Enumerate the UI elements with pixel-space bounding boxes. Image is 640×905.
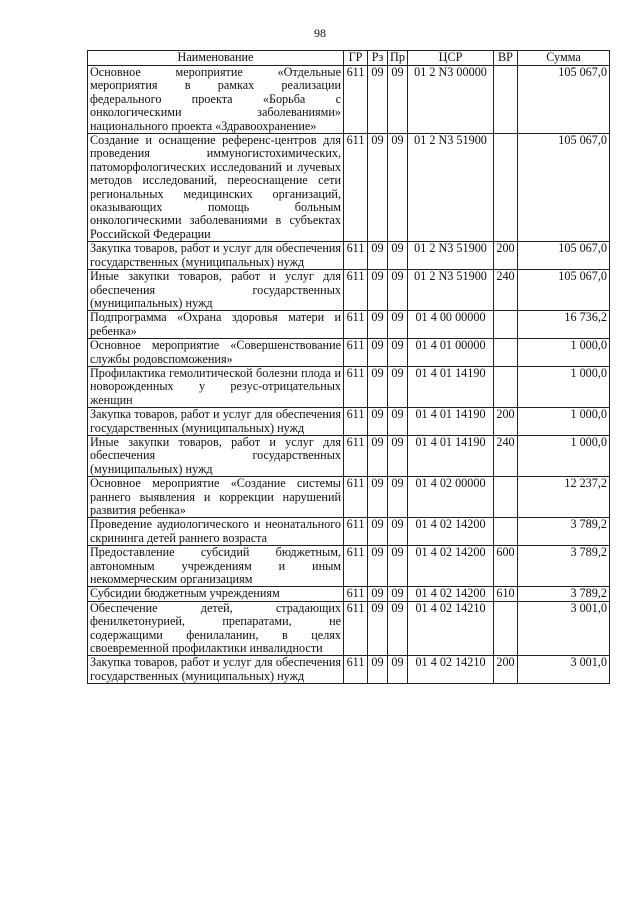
- cell-name: Профилактика гемолитической болезни плода и новорожденных у резус-отрицательных женщин: [88, 366, 344, 407]
- cell-rz: 09: [368, 587, 388, 601]
- cell-vr: 240: [494, 270, 518, 311]
- cell-vr: 200: [494, 408, 518, 436]
- cell-rz: 09: [368, 66, 388, 134]
- table-row: [88, 601, 610, 656]
- cell-gr: 611: [344, 656, 368, 684]
- column-header-gr: ГР: [344, 51, 368, 66]
- table-row: [88, 242, 610, 270]
- cell-sum: 3 001,0: [518, 656, 610, 684]
- cell-csr: 01 4 02 14200: [408, 587, 494, 601]
- cell-name: Обеспечение детей, страдающих фенилкетонурией, препаратами, не содержащими фенилаланин, в целях своевременной профилактики инвалидности: [88, 601, 344, 656]
- cell-csr: 01 4 02 00000: [408, 477, 494, 518]
- page-number: 98: [314, 26, 326, 40]
- cell-name: Предоставление субсидий бюджетным, автономным учреждениям и иным некоммерческим организациям: [88, 546, 344, 587]
- cell-csr: 01 2 N3 51900: [408, 270, 494, 311]
- cell-sum: 3 789,2: [518, 518, 610, 546]
- cell-sum: 3 789,2: [518, 546, 610, 587]
- table-row: [88, 366, 610, 407]
- cell-sum: 3 789,2: [518, 587, 610, 601]
- cell-rz: 09: [368, 242, 388, 270]
- cell-gr: 611: [344, 587, 368, 601]
- cell-pr: 09: [388, 134, 408, 242]
- cell-sum: 1 000,0: [518, 366, 610, 407]
- cell-csr: 01 2 N3 51900: [408, 134, 494, 242]
- cell-sum: 3 001,0: [518, 601, 610, 656]
- column-header-vr: ВР: [494, 51, 518, 66]
- cell-pr: 09: [388, 435, 408, 476]
- cell-sum: 1 000,0: [518, 435, 610, 476]
- cell-name: Закупка товаров, работ и услуг для обеспечения государственных (муниципальных) нужд: [88, 408, 344, 436]
- table-row: [88, 311, 610, 339]
- cell-vr: 600: [494, 546, 518, 587]
- table-row: [88, 518, 610, 546]
- cell-csr: 01 4 02 14210: [408, 601, 494, 656]
- cell-vr: [494, 66, 518, 134]
- cell-rz: 09: [368, 339, 388, 367]
- cell-gr: 611: [344, 435, 368, 476]
- cell-gr: 611: [344, 311, 368, 339]
- cell-vr: [494, 518, 518, 546]
- cell-sum: 105 067,0: [518, 66, 610, 134]
- column-header-rz: Рз: [368, 51, 388, 66]
- cell-vr: [494, 339, 518, 367]
- column-header-csr: ЦСР: [408, 51, 494, 66]
- cell-csr: 01 2 N3 51900: [408, 242, 494, 270]
- cell-sum: 16 736,2: [518, 311, 610, 339]
- table-row: [88, 134, 610, 242]
- cell-pr: 09: [388, 66, 408, 134]
- cell-csr: 01 4 02 14200: [408, 546, 494, 587]
- budget-table: [87, 50, 610, 684]
- cell-gr: 611: [344, 66, 368, 134]
- cell-csr: 01 4 02 14210: [408, 656, 494, 684]
- table-body: [88, 66, 610, 684]
- cell-gr: 611: [344, 408, 368, 436]
- column-header-name: Наименование: [88, 51, 344, 66]
- table-row: [88, 656, 610, 684]
- header-row: [88, 51, 610, 66]
- cell-csr: 01 4 01 00000: [408, 339, 494, 367]
- cell-name: Подпрограмма «Охрана здоровья матери и ребенка»: [88, 311, 344, 339]
- cell-gr: 611: [344, 366, 368, 407]
- table-row: [88, 587, 610, 601]
- cell-name: Проведение аудиологического и неонатального скрининга детей раннего возраста: [88, 518, 344, 546]
- cell-csr: 01 4 00 00000: [408, 311, 494, 339]
- cell-rz: 09: [368, 601, 388, 656]
- cell-name: Основное мероприятие «Создание системы раннего выявления и коррекции нарушений развития ребенка»: [88, 477, 344, 518]
- cell-gr: 611: [344, 270, 368, 311]
- cell-rz: 09: [368, 477, 388, 518]
- column-header-pr: Пр: [388, 51, 408, 66]
- cell-pr: 09: [388, 311, 408, 339]
- cell-pr: 09: [388, 518, 408, 546]
- cell-name: Иные закупки товаров, работ и услуг для обеспечения государственных (муниципальных) нужд: [88, 435, 344, 476]
- table-row: [88, 408, 610, 436]
- table-row: [88, 339, 610, 367]
- cell-vr: [494, 311, 518, 339]
- cell-gr: 611: [344, 477, 368, 518]
- cell-pr: 09: [388, 587, 408, 601]
- cell-pr: 09: [388, 546, 408, 587]
- cell-csr: 01 4 02 14200: [408, 518, 494, 546]
- cell-sum: 1 000,0: [518, 408, 610, 436]
- cell-vr: [494, 477, 518, 518]
- table-row: [88, 270, 610, 311]
- cell-name: Закупка товаров, работ и услуг для обеспечения государственных (муниципальных) нужд: [88, 656, 344, 684]
- cell-csr: 01 4 01 14190: [408, 366, 494, 407]
- table-row: [88, 546, 610, 587]
- cell-sum: 105 067,0: [518, 134, 610, 242]
- cell-vr: [494, 366, 518, 407]
- cell-gr: 611: [344, 546, 368, 587]
- cell-gr: 611: [344, 134, 368, 242]
- cell-pr: 09: [388, 601, 408, 656]
- cell-vr: 610: [494, 587, 518, 601]
- cell-vr: 200: [494, 242, 518, 270]
- cell-pr: 09: [388, 408, 408, 436]
- cell-rz: 09: [368, 270, 388, 311]
- table-row: [88, 66, 610, 134]
- cell-sum: 12 237,2: [518, 477, 610, 518]
- cell-gr: 611: [344, 518, 368, 546]
- cell-pr: 09: [388, 242, 408, 270]
- cell-rz: 09: [368, 311, 388, 339]
- cell-vr: [494, 134, 518, 242]
- table-row: [88, 477, 610, 518]
- cell-gr: 611: [344, 601, 368, 656]
- column-header-sum: Сумма: [518, 51, 610, 66]
- cell-sum: 105 067,0: [518, 270, 610, 311]
- cell-name: Иные закупки товаров, работ и услуг для обеспечения государственных (муниципальных) нужд: [88, 270, 344, 311]
- cell-rz: 09: [368, 366, 388, 407]
- cell-csr: 01 4 01 14190: [408, 435, 494, 476]
- table-row: [88, 435, 610, 476]
- cell-sum: 1 000,0: [518, 339, 610, 367]
- cell-rz: 09: [368, 656, 388, 684]
- cell-vr: [494, 601, 518, 656]
- cell-name: Создание и оснащение референс-центров для проведения иммуногистохимических, патоморфологических исследований и лучевых методов исследований, переоснащение сети региональных медицинских организаций, оказывающих помощь больным онкологическими заболеваниями в субъектах Российской Федерации: [88, 134, 344, 242]
- cell-gr: 611: [344, 242, 368, 270]
- cell-sum: 105 067,0: [518, 242, 610, 270]
- cell-rz: 09: [368, 546, 388, 587]
- cell-pr: 09: [388, 477, 408, 518]
- cell-csr: 01 2 N3 00000: [408, 66, 494, 134]
- cell-pr: 09: [388, 656, 408, 684]
- cell-rz: 09: [368, 435, 388, 476]
- cell-vr: 200: [494, 656, 518, 684]
- table-header: [88, 51, 610, 66]
- cell-rz: 09: [368, 134, 388, 242]
- cell-pr: 09: [388, 270, 408, 311]
- cell-name: Основное мероприятие «Совершенствование службы родовспоможения»: [88, 339, 344, 367]
- cell-name: Субсидии бюджетным учреждениям: [88, 587, 344, 601]
- cell-pr: 09: [388, 366, 408, 407]
- cell-name: Закупка товаров, работ и услуг для обеспечения государственных (муниципальных) нужд: [88, 242, 344, 270]
- cell-name: Основное мероприятие «Отдельные мероприятия в рамках реализации федерального проекта «Борьба с онкологическими заболеваниями» национального проекта «Здравоохранение»: [88, 66, 344, 134]
- cell-pr: 09: [388, 339, 408, 367]
- cell-vr: 240: [494, 435, 518, 476]
- cell-rz: 09: [368, 408, 388, 436]
- cell-csr: 01 4 01 14190: [408, 408, 494, 436]
- cell-gr: 611: [344, 339, 368, 367]
- cell-rz: 09: [368, 518, 388, 546]
